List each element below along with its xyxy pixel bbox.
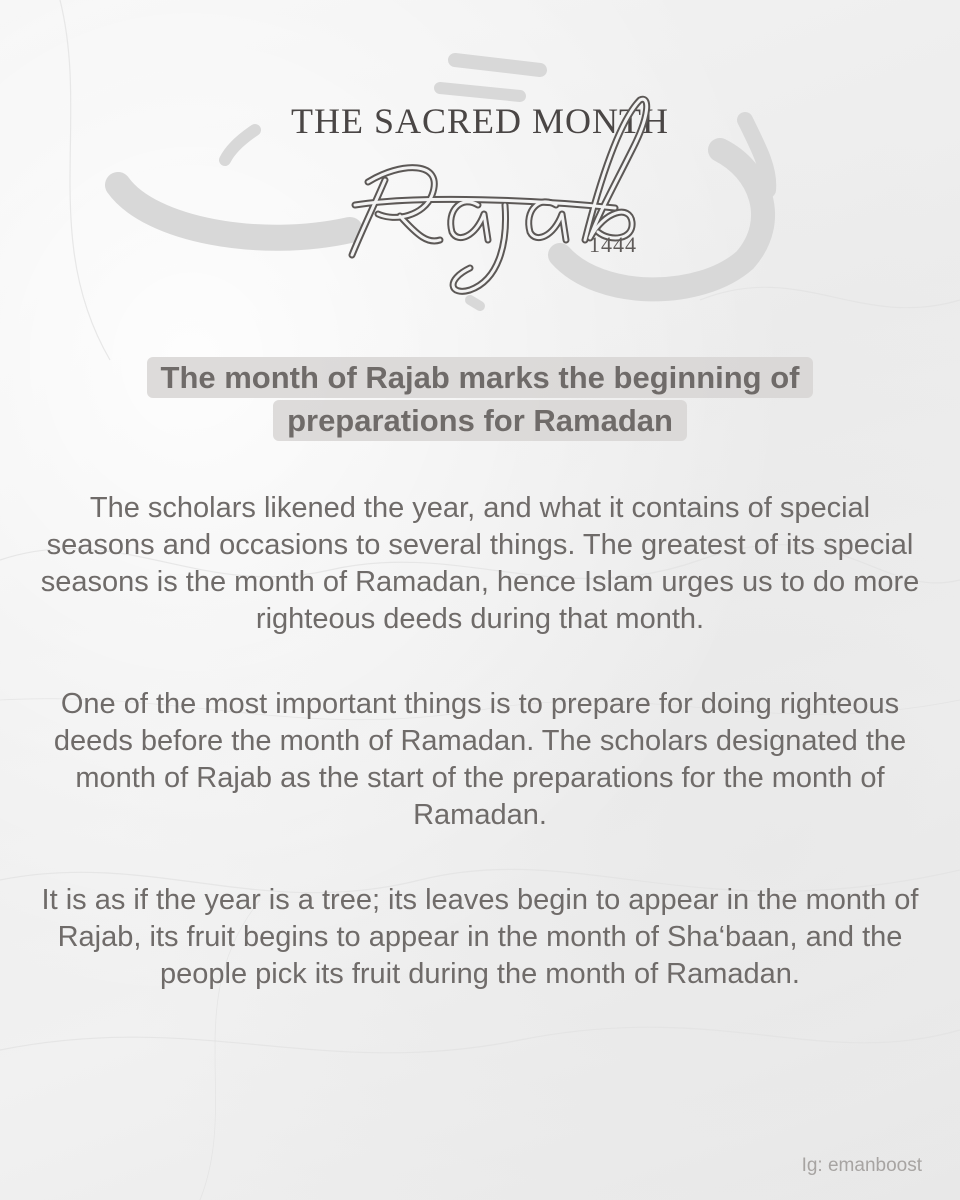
rajab-script-lettering [0, 0, 960, 330]
hijri-year: 1444 [589, 232, 637, 257]
headline-line-2: preparations for Ramadan [273, 400, 687, 441]
headline [147, 356, 814, 442]
paragraph-2: One of the most important things is to prepare for doing righteous deeds before the month of Ramadan. The scholars designated the month of Rajab as the start of the preparations for the month of Ramadan. [53, 688, 907, 831]
headline-block [0, 356, 960, 442]
body-text [40, 490, 920, 1041]
paragraph-1: The scholars likened the year, and what it contains of special seasons and occasions to several things. The greatest of its special seasons is the month of Ramadan, hence Islam urges us to do more righteous deeds during that month. [40, 492, 920, 635]
instagram-credit: Ig: emanboost [801, 1155, 922, 1176]
paragraph-3: It is as if the year is a tree; its leaves begin to appear in the month of Rajab, its fruit begins to appear in the month of Sha‘baan, and the people pick its fruit during the month of Ramadan. [41, 884, 919, 990]
title-block [0, 0, 960, 330]
headline-line-1: The month of Rajab marks the beginning of [147, 357, 814, 398]
kicker-title: THE SACRED MONTH [290, 101, 669, 141]
